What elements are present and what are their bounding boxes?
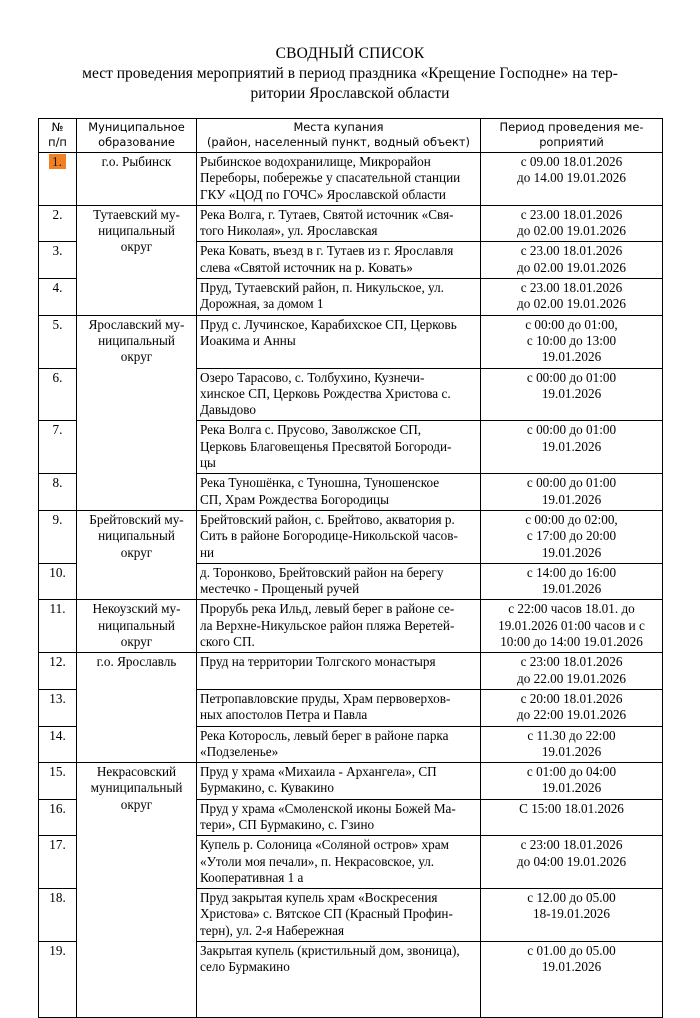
place-line: Дорожная, за домом 1 (200, 296, 324, 312)
municipality-name-line: округ (120, 349, 153, 365)
place-line: тери», СП Бурмакино, с. Гзино (200, 816, 375, 832)
period-line: с 11.30 до 22:00 (527, 727, 616, 743)
place-line: Сить в районе Богородице-Никольской часов- (200, 528, 458, 544)
period-line: с 00:00 до 01:00, (525, 316, 618, 332)
highlighted-row-number[interactable]: 1. (49, 154, 66, 169)
period-line: с 14:00 до 16:00 (526, 564, 617, 580)
place-line: Бурмакино, с. Кувакино (200, 780, 334, 796)
municipality-cell (77, 510, 197, 599)
row-number-cell: 10. (39, 563, 77, 600)
column-header-period-line-2: роприятий (539, 135, 604, 149)
place-cell (197, 763, 481, 800)
place-cell (197, 942, 481, 1018)
column-header-number-line-1: № (51, 120, 64, 134)
table-header (39, 119, 663, 153)
row-number-cell: 13. (39, 689, 77, 726)
place-cell (197, 279, 481, 316)
period-line: до 02.00 19.01.2026 (517, 223, 626, 239)
place-line: Петропавловские пруды, Храм первоверхов- (200, 690, 451, 706)
table-body (39, 153, 663, 1018)
place-cell (197, 368, 481, 421)
period-cell (481, 600, 663, 653)
place-cell (197, 726, 481, 763)
place-line: Пруд, Тутаевский район, п. Никульское, ул. (200, 280, 444, 296)
place-cell (197, 153, 481, 206)
place-cell (197, 799, 481, 836)
period-cell (481, 153, 663, 206)
period-cell (481, 368, 663, 421)
place-cell (197, 510, 481, 563)
page-subtitle-line-2: ритории Ярославской области (250, 85, 450, 102)
column-header-place (197, 119, 481, 153)
period-line: С 15:00 18.01.2026 (519, 800, 624, 816)
period-line: с 23:00 18.01.2026 (520, 837, 623, 853)
place-cell (197, 653, 481, 690)
row-number-cell: 3. (39, 242, 77, 279)
municipality-cell (77, 315, 197, 510)
place-line: Купель р. Солоница «Соляной остров» храм (200, 837, 449, 853)
period-line: до 22:00 19.01.2026 (516, 707, 627, 723)
column-header-number (39, 119, 77, 153)
column-header-municipality (77, 119, 197, 153)
period-line: 19.01.2026 (541, 544, 602, 560)
place-cell (197, 836, 481, 889)
table-row (39, 510, 663, 563)
place-line: Река Туношёнка, с Туношна, Туношенское (200, 475, 440, 491)
period-line: 19.01.2026 (541, 581, 602, 597)
place-line: «Утоли моя печали», п. Некрасовское, ул. (200, 853, 435, 869)
municipality-name-line: г.о. Рыбинск (101, 154, 172, 169)
place-line: ла Верхне-Никульское район пляжа Веретей- (200, 617, 455, 633)
row-number-cell: 9. (39, 510, 77, 563)
period-cell (481, 799, 663, 836)
place-line: ГКУ «ЦОД по ГОЧС» Ярославской области (200, 186, 446, 202)
period-line: с 20:00 18.01.2026 (520, 690, 623, 706)
place-cell (197, 889, 481, 942)
row-number-cell: 17. (39, 836, 77, 889)
period-line: с 10:00 до 13:00 (526, 332, 617, 348)
period-cell (481, 726, 663, 763)
period-cell (481, 653, 663, 690)
place-line: Прорубь река Ильд, левый берег в районе се- (200, 601, 455, 617)
row-number-cell: 2. (39, 205, 77, 242)
table-row (39, 763, 663, 800)
period-line: 19.01.2026 (541, 780, 602, 796)
place-line: Давыдово (200, 402, 256, 418)
period-line: до 02.00 19.01.2026 (517, 259, 626, 275)
column-header-municipality-line-1: Муниципальное (88, 120, 185, 134)
place-line: ского СП. (200, 634, 255, 650)
place-line: д. Торонково, Брейтовский район на берегу (200, 564, 444, 580)
municipality-name-line: муниципальный (90, 780, 183, 796)
page-subtitle-line-1: мест проведения мероприятий в период праздника «Крещение Господне» на тер- (82, 65, 618, 82)
period-line: с 09.00 18.01.2026 (520, 154, 623, 169)
place-line: Церковь Благовещенья Пресвятой Богороди- (200, 438, 452, 454)
row-number-cell: 4. (39, 279, 77, 316)
period-line: до 14.00 19.01.2026 (517, 170, 626, 186)
table-row (39, 153, 663, 206)
place-cell (197, 315, 481, 368)
place-line: ных апостолов Петра и Павла (200, 707, 368, 723)
place-cell (197, 421, 481, 474)
period-line: с 23.00 18.01.2026 (520, 206, 623, 222)
place-line: Пруд у храма «Смоленской иконы Божей Ма- (200, 800, 456, 816)
page-subtitle (38, 64, 662, 104)
municipality-cell (77, 153, 197, 206)
period-line: с 00:00 до 01:00 (526, 475, 617, 491)
period-cell (481, 242, 663, 279)
place-line: цы (200, 455, 216, 471)
period-line: 19.01.2026 (541, 385, 602, 401)
row-number-cell: 14. (39, 726, 77, 763)
place-line: Пруд закрытая купель храм «Воскресения (200, 890, 438, 906)
table-row (39, 653, 663, 690)
place-line: Река Которосль, левый берег в районе парка (200, 727, 449, 743)
place-line: местечко - Прощеный ручей (200, 581, 360, 597)
period-line: с 01.00 до 05.00 (527, 943, 616, 959)
municipality-name-line: ниципальный (98, 332, 175, 348)
place-line: Пруд на территории Толгского монастыря (200, 654, 436, 670)
column-header-period (481, 119, 663, 153)
municipality-name-line: ниципальный (98, 617, 175, 633)
period-line: до 04:00 19.01.2026 (516, 853, 627, 869)
period-line: 19.01.2026 (541, 743, 602, 759)
column-header-period-line-1: Период проведения ме- (499, 120, 644, 134)
municipality-name-line: г.о. Ярославль (96, 654, 177, 670)
municipality-name-line: округ (120, 544, 153, 560)
place-line: Переборы, побережье у спасательной станции (200, 170, 461, 186)
place-cell (197, 600, 481, 653)
place-line: Река Волга, г. Тутаев, Святой источник «Свя- (200, 206, 454, 222)
period-cell (481, 836, 663, 889)
row-number-cell: 15. (39, 763, 77, 800)
period-cell (481, 942, 663, 1018)
row-number-cell: 16. (39, 799, 77, 836)
row-number-cell: 8. (39, 474, 77, 511)
row-number-cell: 19. (39, 942, 77, 1018)
municipality-name-line: Тутаевский му- (93, 206, 180, 222)
municipality-cell (77, 205, 197, 315)
municipality-name-line: Брейтовский му- (89, 511, 184, 527)
municipality-name-line: ниципальный (98, 223, 175, 239)
place-cell (197, 563, 481, 600)
period-line: 19.01.2026 01:00 часов и с (498, 617, 645, 633)
period-line: с 00:00 до 01:00 (526, 369, 617, 385)
municipality-name-line: Ярославский му- (88, 316, 185, 332)
table-container (0, 118, 700, 1018)
municipality-name-line: округ (120, 634, 153, 650)
document-title-block (0, 0, 700, 104)
row-number-cell: 12. (39, 653, 77, 690)
period-cell (481, 763, 663, 800)
period-cell (481, 474, 663, 511)
place-line: слева «Святой источник на р. Ковать» (200, 259, 413, 275)
place-line: Пруд у храма «Михаила - Архангела», СП (200, 764, 437, 780)
period-cell (481, 205, 663, 242)
table-header-row (39, 119, 663, 153)
period-line: до 22.00 19.01.2026 (517, 670, 626, 686)
place-cell (197, 205, 481, 242)
place-line: СП, Храм Рождества Богородицы (200, 491, 389, 507)
place-line: Брейтовский район, с. Брейтово, акватория р. (200, 511, 455, 527)
column-header-place-line-1: Места купания (293, 120, 384, 134)
period-cell (481, 421, 663, 474)
table-row (39, 315, 663, 368)
row-number-cell: 11. (39, 600, 77, 653)
period-cell (481, 510, 663, 563)
municipality-cell (77, 653, 197, 763)
column-header-place-line-2: (район, населенный пункт, водный объект) (206, 135, 471, 149)
period-line: 19.01.2026 (541, 959, 602, 975)
period-line: 18-19.01.2026 (533, 906, 610, 922)
period-line: 19.01.2026 (541, 438, 602, 454)
period-cell (481, 689, 663, 726)
period-line: с 01:00 до 04:00 (526, 764, 617, 780)
row-number-cell: 6. (39, 368, 77, 421)
municipality-cell (77, 763, 197, 1018)
place-line: Озеро Тарасово, с. Толбухино, Кузнечи- (200, 369, 425, 385)
column-header-municipality-line-2: образование (98, 135, 175, 149)
place-line: терн), ул. 2-я Набережная (200, 922, 345, 938)
row-number-cell: 18. (39, 889, 77, 942)
period-line: с 23:00 18.01.2026 (520, 654, 623, 670)
place-cell (197, 689, 481, 726)
table-row (39, 600, 663, 653)
table-row (39, 205, 663, 242)
period-line: 10:00 до 14:00 19.01.2026 (500, 634, 643, 650)
municipality-name-line: Некоузский му- (92, 601, 181, 617)
period-line: с 12.00 до 05.00 (527, 890, 616, 906)
period-cell (481, 889, 663, 942)
municipality-name-line: Некрасовский (96, 764, 177, 780)
row-number-cell (39, 153, 77, 206)
place-line: село Бурмакино (200, 959, 290, 975)
period-line: с 17:00 до 20:00 (526, 528, 617, 544)
municipality-name-line: округ (120, 239, 153, 255)
place-line: Рыбинское водохранилище, Микрорайон (200, 154, 431, 169)
place-line: Христова» с. Вятское СП (Красный Профин- (200, 906, 453, 922)
column-header-number-line-2: п/п (48, 135, 67, 149)
period-line: 19.01.2026 (541, 349, 602, 365)
place-line: хинское СП, Церковь Рождества Христова с. (200, 385, 451, 401)
row-number-cell: 5. (39, 315, 77, 368)
municipality-name-line: ниципальный (98, 528, 175, 544)
municipality-name-line: округ (120, 796, 153, 812)
place-line: Закрытая купель (кристильный дом, звоница), (200, 943, 460, 959)
place-line: ни (200, 544, 215, 560)
municipality-cell (77, 600, 197, 653)
place-cell (197, 474, 481, 511)
events-table (38, 118, 663, 1018)
period-line: с 00:00 до 01:00 (526, 422, 617, 438)
place-line: «Подзеленье» (200, 743, 279, 759)
period-line: с 23.00 18.01.2026 (520, 280, 623, 296)
place-cell (197, 242, 481, 279)
place-line: Пруд с. Лучинское, Карабихское СП, Церковь (200, 316, 457, 332)
place-line: Река Ковать, въезд в г. Тутаев из г. Ярославля (200, 243, 454, 259)
place-line: Кооперативная 1 а (200, 869, 304, 885)
period-line: с 23.00 18.01.2026 (520, 243, 623, 259)
place-line: того Николая», ул. Ярославская (200, 223, 378, 239)
place-line: Река Волга с. Прусово, Заволжское СП, (200, 422, 422, 438)
page-title: СВОДНЫЙ СПИСОК (275, 45, 425, 62)
period-line: с 22:00 часов 18.01. до (508, 601, 635, 617)
period-line: 19.01.2026 (541, 491, 602, 507)
period-line: с 00:00 до 02:00, (525, 511, 618, 527)
period-cell (481, 279, 663, 316)
row-number-cell: 7. (39, 421, 77, 474)
period-cell (481, 315, 663, 368)
period-line: до 02.00 19.01.2026 (517, 296, 626, 312)
period-cell (481, 563, 663, 600)
place-line: Иоакима и Анны (200, 332, 296, 348)
